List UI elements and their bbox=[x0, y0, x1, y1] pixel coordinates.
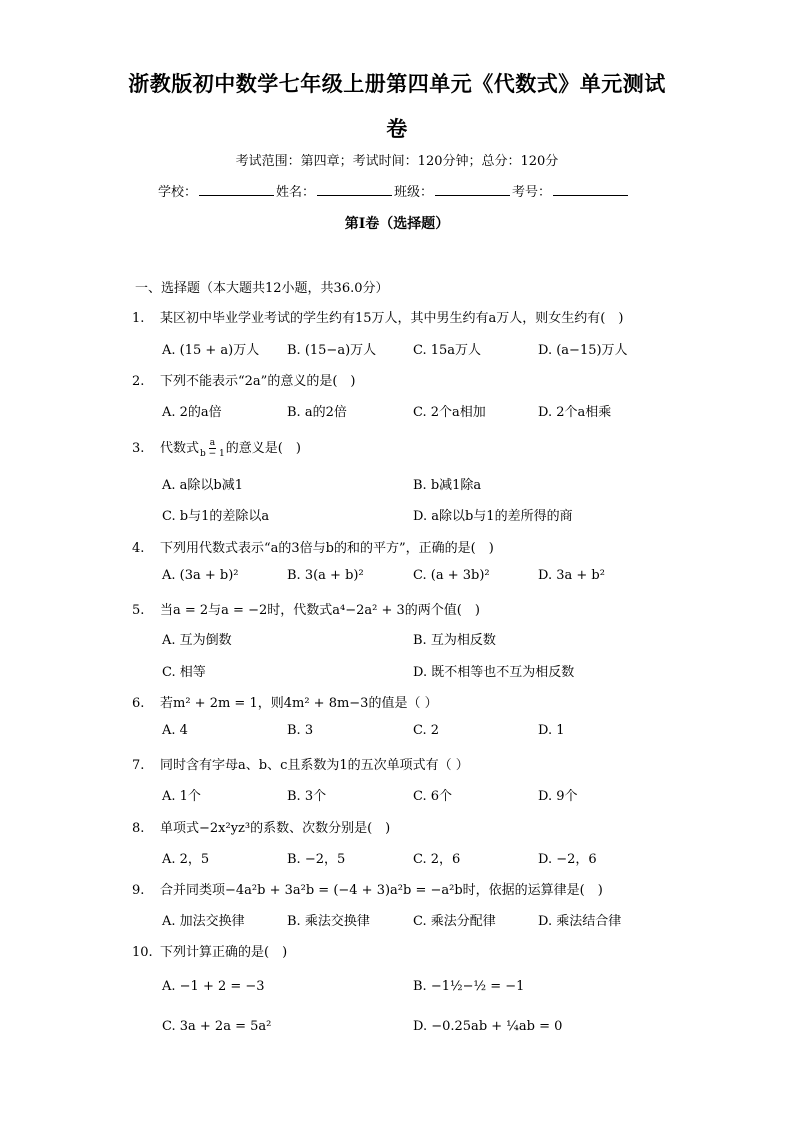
question-10 bbox=[132, 941, 287, 960]
q2-option-b: B. a的2倍 bbox=[287, 405, 347, 420]
q2-option-d: D. 2个a相乘 bbox=[538, 405, 612, 420]
q6-option-d: D. 1 bbox=[538, 723, 565, 738]
question-text: 下列不能表示“2a”的意义的是( ) bbox=[160, 374, 356, 389]
question-7 bbox=[132, 754, 469, 773]
fraction-numerator: a bbox=[209, 438, 216, 448]
q6-option-c: C. 2 bbox=[413, 723, 440, 738]
question-number: 2. bbox=[132, 374, 145, 389]
question-5 bbox=[132, 599, 480, 618]
q3-option-b: B. b减1除a bbox=[413, 478, 482, 493]
question-4 bbox=[132, 537, 494, 556]
question-number: 6. bbox=[132, 696, 145, 711]
question-text: 若m² + 2m = 1，则4m² + 8m−3的值是（ ） bbox=[160, 696, 438, 711]
question-3 bbox=[132, 437, 301, 459]
question-text-post: 的意义是( ) bbox=[225, 441, 301, 456]
fraction bbox=[200, 438, 225, 459]
q9-option-d: D. 乘法结合律 bbox=[538, 914, 622, 929]
q7-option-b: B. 3个 bbox=[287, 789, 327, 804]
fraction-denominator: b − 1 bbox=[200, 449, 225, 459]
q4-option-b: B. 3(a + b)² bbox=[287, 568, 364, 583]
q8-option-b: B. −2，5 bbox=[287, 852, 346, 867]
number-label: 考号： bbox=[512, 185, 552, 200]
school-label: 学校： bbox=[158, 185, 198, 200]
q6-option-a: A. 4 bbox=[162, 723, 188, 738]
question-text: 同时含有字母a、b、c且系数为1的五次单项式有（ ） bbox=[160, 758, 469, 773]
q10-option-d: D. −0.25ab + ¼ab = 0 bbox=[413, 1019, 563, 1034]
q5-option-b: B. 互为相反数 bbox=[413, 633, 496, 648]
question-number: 9. bbox=[132, 883, 145, 898]
q2-option-a: A. 2的a倍 bbox=[162, 405, 222, 420]
q6-option-b: B. 3 bbox=[287, 723, 314, 738]
q9-option-c: C. 乘法分配律 bbox=[413, 914, 496, 929]
question-text: 单项式−2x²yz³的系数、次数分别是( ) bbox=[160, 821, 391, 836]
question-text: 合并同类项−4a²b + 3a²b = (−4 + 3)a²b = −a²b时，依据的运算律是( ) bbox=[160, 883, 603, 898]
q5-option-c: C. 相等 bbox=[162, 665, 206, 680]
q4-option-a: A. (3a + b)² bbox=[162, 568, 239, 583]
question-6 bbox=[132, 692, 438, 711]
q4-option-c: C. (a + 3b)² bbox=[413, 568, 490, 583]
question-1 bbox=[132, 307, 623, 326]
question-number: 8. bbox=[132, 821, 145, 836]
exam-title-line2: 卷 bbox=[386, 116, 408, 141]
question-number: 5. bbox=[132, 603, 145, 618]
q8-option-d: D. −2，6 bbox=[538, 852, 597, 867]
student-info-fields bbox=[158, 181, 630, 200]
question-text: 当a = 2与a = −2时，代数式a⁴−2a² + 3的两个值( ) bbox=[160, 603, 480, 618]
question-2 bbox=[132, 370, 355, 389]
q1-option-d: D. (a−15)万人 bbox=[538, 343, 628, 358]
q8-option-a: A. 2，5 bbox=[162, 852, 210, 867]
question-text: 某区初中毕业学业考试的学生约有15万人，其中男生约有a万人，则女生约有( ) bbox=[160, 311, 624, 326]
question-text: 下列用代数式表示“a的3倍与b的和的平方”，正确的是( ) bbox=[160, 541, 494, 556]
school-blank[interactable] bbox=[199, 183, 274, 196]
q3-option-d: D. a除以b与1的差所得的商 bbox=[413, 509, 573, 524]
q9-option-b: B. 乘法交换律 bbox=[287, 914, 370, 929]
number-blank[interactable] bbox=[553, 183, 628, 196]
q9-option-a: A. 加法交换律 bbox=[162, 914, 245, 929]
question-text: 下列计算正确的是( ) bbox=[160, 945, 288, 960]
volume-heading: 第I卷（选择题） bbox=[344, 216, 450, 232]
q1-option-c: C. 15a万人 bbox=[413, 343, 482, 358]
q1-option-b: B. (15−a)万人 bbox=[287, 343, 377, 358]
q8-option-c: C. 2，6 bbox=[413, 852, 461, 867]
question-number: 7. bbox=[132, 758, 145, 773]
q3-option-a: A. a除以b减1 bbox=[162, 478, 243, 493]
name-blank[interactable] bbox=[317, 183, 392, 196]
q10-option-c: C. 3a + 2a = 5a² bbox=[162, 1019, 272, 1034]
q1-option-a: A. (15 + a)万人 bbox=[162, 343, 260, 358]
q7-option-c: C. 6个 bbox=[413, 789, 453, 804]
question-number: 3. bbox=[132, 441, 145, 456]
name-label: 姓名： bbox=[276, 185, 316, 200]
question-number: 10. bbox=[132, 945, 153, 960]
q10-option-b: B. −1½−½ = −1 bbox=[413, 979, 525, 994]
section-heading: 一、选择题（本大题共12小题，共36.0分） bbox=[135, 281, 389, 296]
exam-title-line1: 浙教版初中数学七年级上册第四单元《代数式》单元测试 bbox=[128, 71, 666, 96]
question-number: 4. bbox=[132, 541, 145, 556]
question-9 bbox=[132, 879, 603, 898]
q3-option-c: C. b与1的差除以a bbox=[162, 509, 270, 524]
q5-option-a: A. 互为倒数 bbox=[162, 633, 232, 648]
class-blank[interactable] bbox=[435, 183, 510, 196]
q5-option-d: D. 既不相等也不互为相反数 bbox=[413, 665, 575, 680]
q2-option-c: C. 2个a相加 bbox=[413, 405, 486, 420]
q4-option-d: D. 3a + b² bbox=[538, 568, 605, 583]
q7-option-a: A. 1个 bbox=[162, 789, 201, 804]
exam-meta: 考试范围：第四章；考试时间：120分钟；总分：120分 bbox=[235, 154, 559, 169]
question-8 bbox=[132, 817, 390, 836]
class-label: 班级： bbox=[394, 185, 434, 200]
q10-option-a: A. −1 + 2 = −3 bbox=[162, 979, 265, 994]
q7-option-d: D. 9个 bbox=[538, 789, 578, 804]
question-number: 1. bbox=[132, 311, 145, 326]
question-text-pre: 代数式 bbox=[160, 441, 200, 456]
